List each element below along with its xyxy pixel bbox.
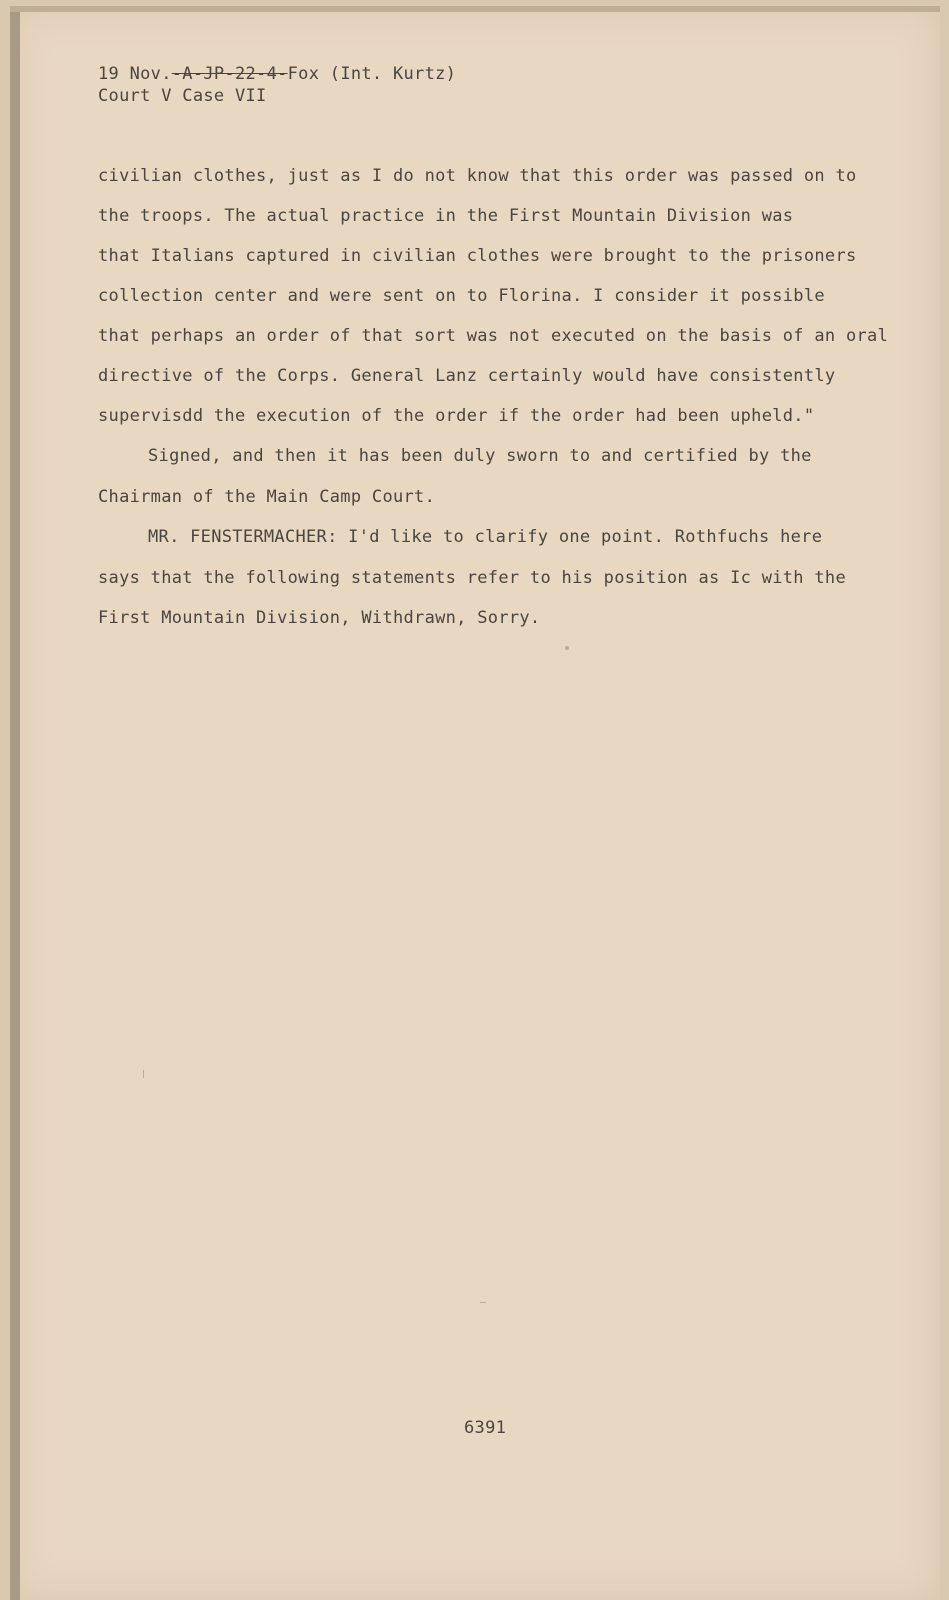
page-left-edge	[10, 6, 20, 1600]
body-line-9: Chairman of the Main Camp Court.	[98, 487, 436, 507]
header-line-1	[98, 64, 456, 84]
document-page	[10, 6, 940, 1600]
body-line-6: directive of the Corps. General Lanz certainly would have consistently	[98, 366, 836, 386]
body-line-5: that perhaps an order of that sort was not executed on the basis of an oral	[98, 326, 889, 346]
body-line-2: the troops. The actual practice in the First Mountain Division was	[98, 206, 794, 226]
body-line-7: supervisdd the execution of the order if the order had been upheld."	[98, 406, 815, 426]
body-line-1: civilian clothes, just as I do not know that this order was passed on to	[98, 166, 857, 186]
header-stamp: -A-JP-22-4-	[171, 64, 288, 84]
paper-fleck	[480, 1302, 486, 1303]
body-line-11: says that the following statements refer to his position as Ic with the	[98, 568, 846, 588]
paper-fleck	[143, 1070, 144, 1078]
body-line-8: Signed, and then it has been duly sworn to and certified by the	[148, 446, 812, 466]
body-line-4: collection center and were sent on to Florina. I consider it possible	[98, 286, 825, 306]
page-number: 6391	[464, 1418, 507, 1438]
ink-spot	[565, 646, 569, 650]
header-date: 19 Nov.	[98, 64, 172, 84]
body-line-12: First Mountain Division, Withdrawn, Sorry.	[98, 608, 541, 628]
body-line-10: MR. FENSTERMACHER: I'd like to clarify one point. Rothfuchs here	[148, 527, 823, 547]
header-names: Fox (Int. Kurtz)	[287, 64, 457, 84]
page-top-edge	[10, 6, 940, 12]
body-line-3: that Italians captured in civilian clothes were brought to the prisoners	[98, 246, 857, 266]
header-court-case: Court V Case VII	[98, 86, 267, 106]
